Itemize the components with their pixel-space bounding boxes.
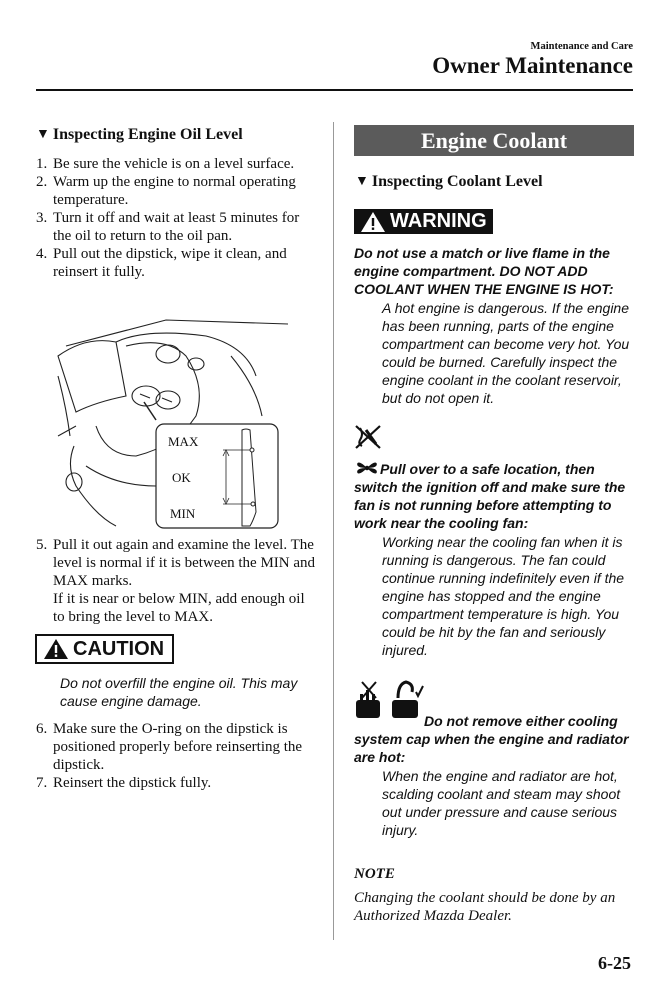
coolant-subhead: ▼ Inspecting Coolant Level <box>355 173 543 190</box>
list-item: 6. Make sure the O-ring on the dipstick is positioned properly before reinserting the dipstick. <box>36 721 303 773</box>
list-item: 1. Be sure the vehicle is on a level surface. <box>36 156 295 172</box>
warning1-title: Do not use a match or live flame in the engine compartment. DO NOT ADD COOLANT WHEN THE ENGINE IS HOT: <box>354 245 614 297</box>
warning3-body: When the engine and radiator are hot, scalding coolant and steam may shoot out under pressure and cause serious injury. <box>382 768 621 838</box>
list-item: 2. Warm up the engine to normal operating temperature. <box>36 174 296 208</box>
list-item: 7. Reinsert the dipstick fully. <box>36 775 212 791</box>
section-label: Maintenance and Care <box>530 41 633 52</box>
step5: 5. Pull it out again and examine the level. The level is normal if it is between the MIN and MAX marks. If it is near or below MIN, add enough oil to bring the level to MAX. <box>36 537 316 625</box>
header-rule <box>36 89 633 91</box>
engine-coolant-banner: Engine Coolant <box>354 125 634 156</box>
page-number: 6-25 <box>598 953 631 973</box>
fan-icon <box>354 460 380 476</box>
oil-steps-list-2 <box>36 720 316 792</box>
min-label: MIN <box>170 506 196 521</box>
warning2-body: Working near the cooling fan when it is running is dangerous. The fan could continue running indefinitely even if the engine has stopped and the engine compartment temperature is high. You could be hit by the fan and seriously injured. <box>382 534 625 658</box>
caution-text: Do not overfill the engine oil. This may cause engine damage. <box>60 675 298 709</box>
warning-triangle-icon <box>43 638 69 660</box>
oil-subhead: ▼ Inspecting Engine Oil Level <box>36 126 243 143</box>
warning2-title: Pull over to a safe location, then switch the ignition off and make sure the fan is not running before attempting to work near the cooling fan: <box>354 461 626 531</box>
dipstick-illustration <box>56 316 288 530</box>
note-text: Changing the coolant should be done by an Authorized Mazda Dealer. <box>354 890 616 924</box>
list-item: 4. Pull out the dipstick, wipe it clean, and reinsert it fully. <box>36 246 287 280</box>
triangle-down-icon: ▼ <box>355 174 369 189</box>
dipstick-callout <box>156 424 278 528</box>
ok-label: OK <box>172 470 191 485</box>
no-flame-icon <box>354 424 384 450</box>
column-divider <box>333 122 334 940</box>
page-title: Owner Maintenance <box>432 53 633 78</box>
triangle-down-icon: ▼ <box>36 127 50 142</box>
warning-label-box: WARNING <box>354 209 493 234</box>
max-label: MAX <box>168 434 199 449</box>
warning1-body: A hot engine is dangerous. If the engine has been running, parts of the engine compartment can become very hot. You could be burned. Carefully inspect the engine coolant in the coolant reservoir, but do not open it. <box>382 300 630 406</box>
list-item: 3. Turn it off and wait at least 5 minutes for the oil to return to the oil pan. <box>36 210 300 244</box>
oil-steps-list <box>36 155 316 281</box>
note-label: NOTE <box>354 866 395 882</box>
warning-triangle-icon <box>360 211 386 233</box>
warning3-title: Do not remove either cooling system cap when the engine and radiator are hot: <box>354 713 629 765</box>
caution-label-box: CAUTION <box>35 634 174 664</box>
